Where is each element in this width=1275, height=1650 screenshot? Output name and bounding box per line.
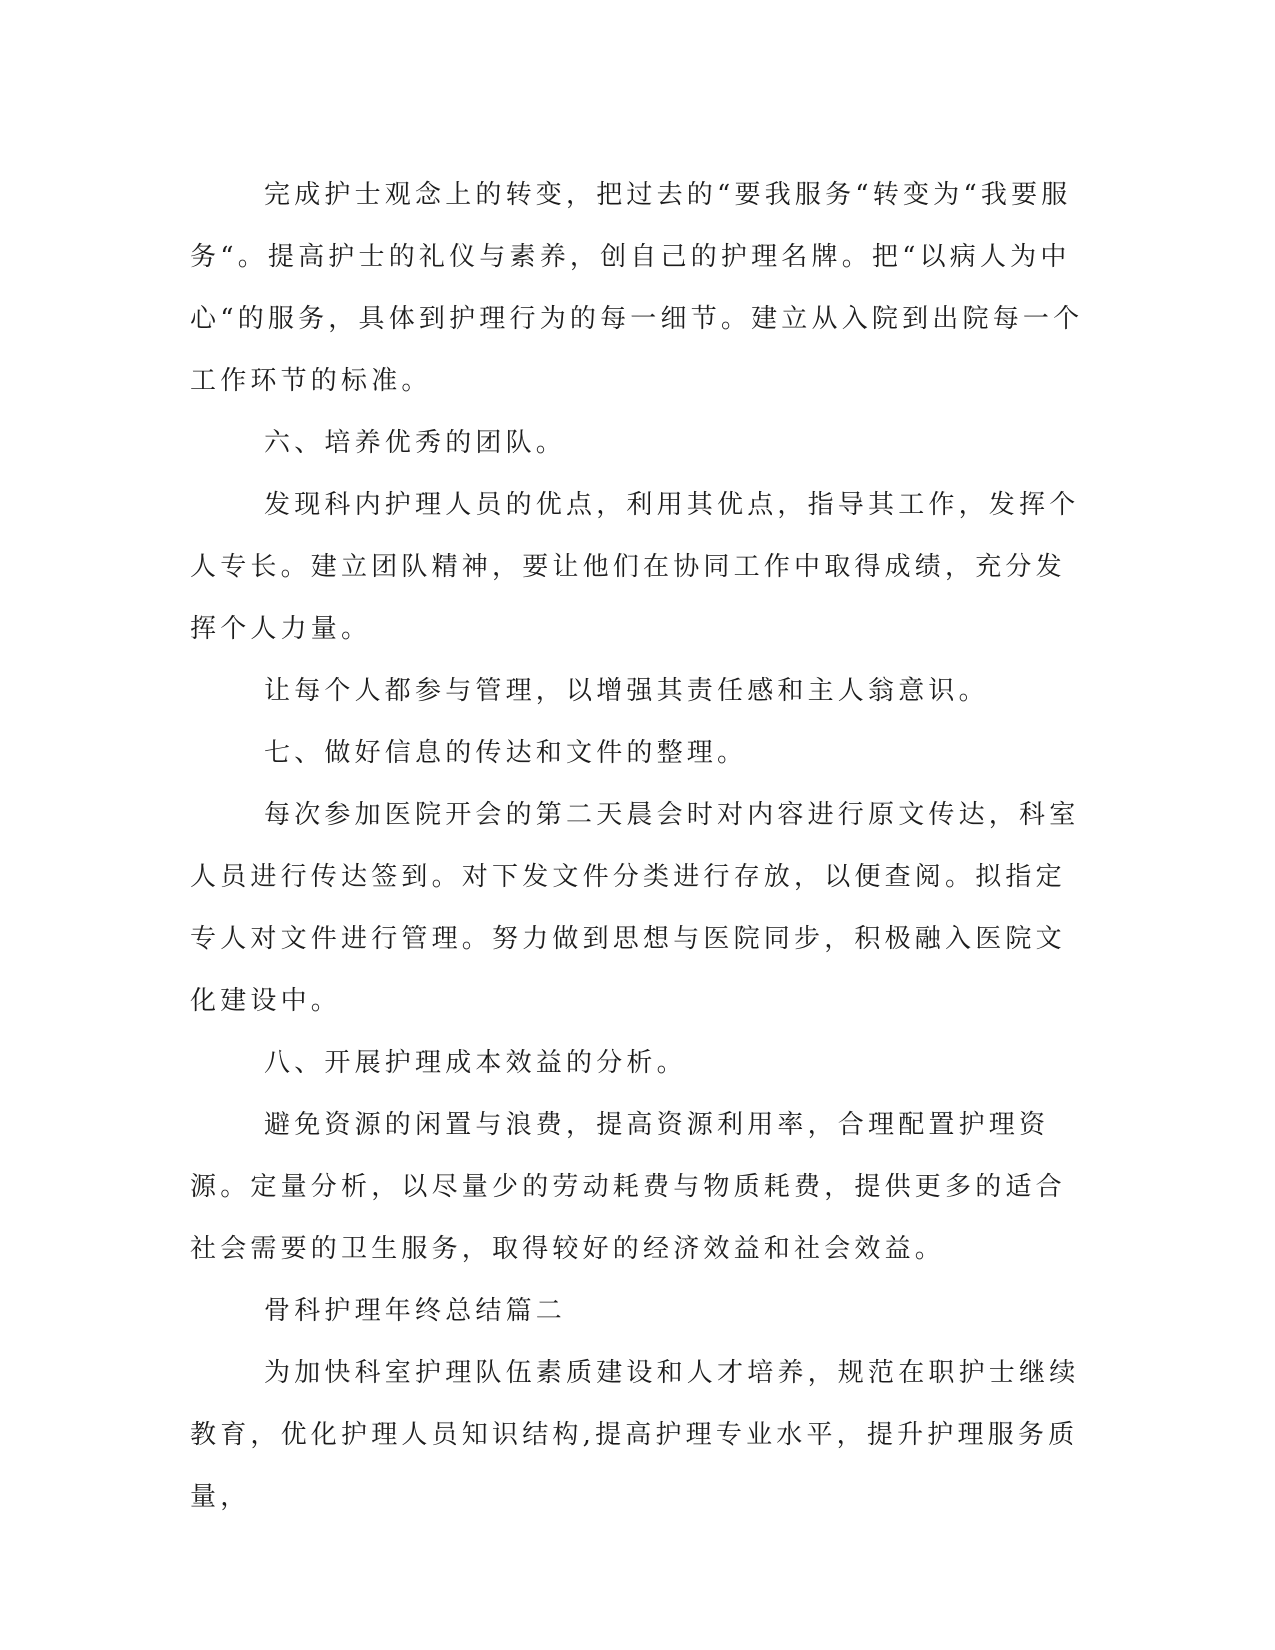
paragraph-nursing-concept: 完成护士观念上的转变，把过去的“要我服务“转变为“我要服务“。提高护士的礼仪与素养，创自己的护理名牌。把“以病人为中心“的服务，具体到护理行为的每一细节。建立从入院到出院每一个工作环节的标准。 bbox=[190, 180, 1084, 396]
paragraph-team-strengths: 发现科内护理人员的优点，利用其优点，指导其工作，发挥个人专长。建立团队精神，要让他们在协同工作中取得成绩，充分发挥个人力量。 bbox=[190, 490, 1080, 644]
paragraph-information-files: 每次参加医院开会的第二天晨会时对内容进行原文传达，科室人员进行传达签到。对下发文件分类进行存放，以便查阅。拟指定专人对文件进行管理。努力做到思想与医院同步，积极融入医院文化建设中。 bbox=[190, 800, 1080, 1016]
heading-section-six: 六、培养优秀的团队。 bbox=[264, 428, 567, 458]
heading-section-seven: 七、做好信息的传达和文件的整理。 bbox=[264, 738, 748, 768]
heading-part-two: 骨科护理年终总结篇二 bbox=[264, 1296, 567, 1326]
paragraph-cost-benefit: 避免资源的闲置与浪费，提高资源利用率，合理配置护理资源。定量分析，以尽量少的劳动耗费与物质耗费，提供更多的适合社会需要的卫生服务，取得较好的经济效益和社会效益。 bbox=[190, 1110, 1066, 1264]
document-body bbox=[190, 164, 1090, 1528]
paragraph-participation: 让每个人都参与管理，以增强其责任感和主人翁意识。 bbox=[264, 676, 989, 706]
paragraph-training-intro: 为加快科室护理队伍素质建设和人才培养，规范在职护士继续教育，优化护理人员知识结构,提高护理专业水平，提升护理服务质量， bbox=[190, 1358, 1080, 1512]
heading-section-eight: 八、开展护理成本效益的分析。 bbox=[264, 1048, 687, 1078]
